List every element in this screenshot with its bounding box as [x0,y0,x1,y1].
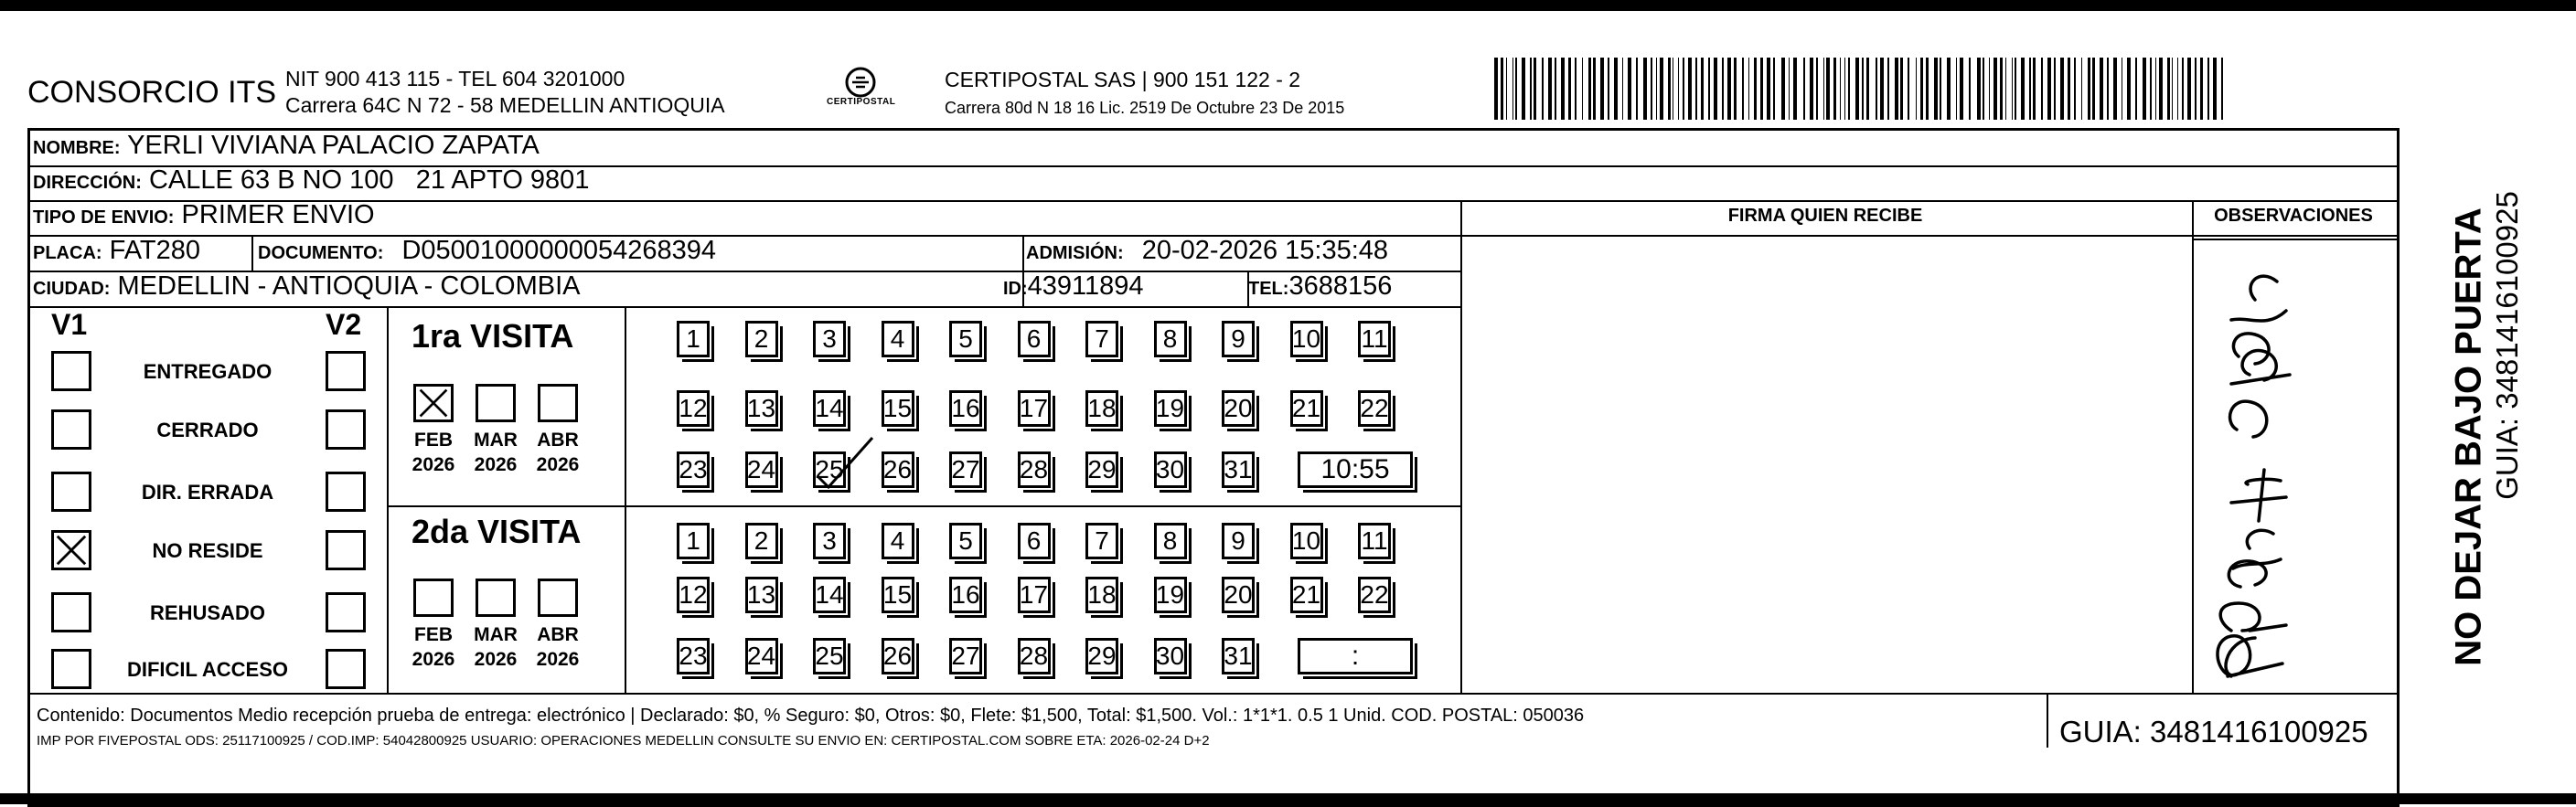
documento-value: D05001000000054268394 [401,236,716,265]
company-info [285,66,725,119]
logo-text: CERTIPOSTAL [827,97,896,107]
ciudad-value: MEDELLIN - ANTIOQUIA - COLOMBIA [117,271,581,301]
rule-obs-left [2192,200,2194,693]
direccion-row [33,165,589,198]
visita1-day-box[interactable]: 15 [882,390,914,427]
certipostal-info [945,66,1344,122]
visita2-day-box[interactable]: 31 [1222,638,1255,674]
tipo-row [33,200,375,233]
signature-icon [2195,247,2341,704]
visita2-day-box[interactable]: 10 [1290,523,1323,559]
month-name: MAR [474,430,518,451]
visita2-day-box[interactable]: 2 [745,523,778,559]
side-warning: NO DEJAR BAJO PUERTA [2448,207,2489,666]
visita1-day-box[interactable]: 31 [1222,451,1255,488]
rule-footer-guia [2047,693,2048,748]
visita2-day-box[interactable]: 18 [1085,577,1118,613]
visita2-month-label [464,622,528,672]
footer-guia: GUIA: 3481416100925 [2059,715,2368,749]
rule-obs-right [2397,200,2399,693]
v1-checkbox[interactable] [51,649,91,689]
visita2-month-label [401,622,465,672]
visita1-day-box[interactable]: 21 [1290,390,1323,427]
direccion-value: CALLE 63 B NO 100 21 APTO 9801 [148,165,590,195]
status-label: DIFICIL ACCESO [126,658,288,681]
visita1-month-checkbox[interactable] [538,384,578,422]
nombre-value: YERLI VIVIANA PALACIO ZAPATA [127,131,540,160]
rule-placa [251,235,253,271]
visita2-day-box[interactable]: 23 [677,638,710,674]
observaciones-header: OBSERVACIONES [2214,206,2373,226]
visita1-day-box[interactable]: 9 [1222,321,1255,357]
visita1-day-box[interactable]: 8 [1154,321,1187,357]
visita1-day-box[interactable]: 27 [949,451,982,488]
visita1-month-label [464,428,528,477]
tel-row [1248,271,1392,304]
visita1-day-box[interactable]: 14 [813,390,846,427]
rule-firma-left [1460,200,1462,693]
visita2-day-box[interactable]: 30 [1154,638,1187,674]
admision-value: 20-02-2026 15:35:48 [1141,236,1389,265]
visita1-day-box[interactable]: 18 [1085,390,1118,427]
tel-value: 3688156 [1288,271,1393,301]
certipostal-logo-icon [834,64,887,117]
visita2-day-box[interactable]: 28 [1018,638,1051,674]
id-value: 43911894 [1027,271,1144,301]
direccion-label: DIRECCIÓN: [33,173,142,193]
certipostal-nit-line: CERTIPOSTAL SAS | 900 151 122 - 2 [945,68,1301,91]
visita1-day-box[interactable]: 3 [813,321,846,357]
visita2-time-box[interactable]: : [1298,638,1413,674]
v2-checkbox[interactable] [326,649,366,689]
documento-label: DOCUMENTO: [258,243,384,263]
visita1-day-box[interactable]: 12 [677,390,710,427]
visita2-day-box[interactable]: 12 [677,577,710,613]
visita2-day-box[interactable]: 6 [1018,523,1051,559]
month-name: ABR [537,624,579,645]
visita1-day-box[interactable]: 19 [1154,390,1187,427]
placa-value: FAT280 [109,236,201,265]
visita1-day-box[interactable]: 11 [1358,321,1391,357]
admision-label: ADMISIÓN: [1026,243,1124,263]
visita2-day-box[interactable]: 26 [882,638,914,674]
month-year: 2026 [474,454,518,475]
v2-checkbox[interactable] [326,592,366,632]
visita1-day-box[interactable]: 25 [813,451,846,488]
visita1-day-box[interactable]: 26 [882,451,914,488]
v1-checkbox[interactable] [51,351,91,391]
visita1-day-box[interactable]: 6 [1018,321,1051,357]
company-nit-line: NIT 900 413 115 - TEL 604 3201000 [285,67,625,90]
visita2-day-box[interactable]: 27 [949,638,982,674]
visita1-time-box[interactable]: 10:55 [1298,451,1413,488]
v1-checkbox[interactable] [51,472,91,512]
id-row [1003,271,1144,304]
visita2-day-box[interactable]: 16 [949,577,982,613]
admision-row [1026,236,1388,269]
visita2-day-box[interactable]: 20 [1222,577,1255,613]
company-address-line: Carrera 64C N 72 - 58 MEDELLIN ANTIOQUIA [285,93,725,117]
visita2-title: 2da VISITA [412,513,582,550]
footer-contents: Contenido: Documentos Medio recepción prueba de entrega: electrónico | Declarado: $0, % Seguro: $0, Otros: $0, Flete: $1,500, Total: $1,500. Vol.: 1*1*1. 0.5 1 Unid. COD. POSTAL: 050036 [37,706,1585,726]
firma-header: FIRMA QUIEN RECIBE [1727,206,1923,226]
visita1-day-box[interactable]: 22 [1358,390,1391,427]
visita1-month-label [401,428,465,477]
month-year: 2026 [536,649,580,670]
top-black-edge [0,0,2576,11]
visita1-title: 1ra VISITA [412,317,574,355]
visita1-day-box[interactable]: 16 [949,390,982,427]
month-year: 2026 [412,649,455,670]
visita1-month-checkbox[interactable] [413,384,454,422]
nombre-label: NOMBRE: [33,138,121,158]
visita1-day-box[interactable]: 7 [1085,321,1118,357]
footer-print-info: IMP POR FIVEPOSTAL ODS: 25117100925 / COD.IMP: 54042800925 USUARIO: OPERACIONES MEDELLIN CONSULTE SU ENVIO EN: CERTIPOSTAL.COM SOBRE ETA: 2026-02-24 D+2 [37,733,1210,749]
bottom-black-edge [0,793,2576,804]
visita1-day-box[interactable]: 1 [677,321,710,357]
visita1-day-box[interactable]: 29 [1085,451,1118,488]
v2-header: V2 [326,308,362,341]
month-year: 2026 [536,454,580,475]
visita2-day-box[interactable]: 21 [1290,577,1323,613]
month-name: FEB [414,430,453,451]
status-label: ENTREGADO [143,360,273,383]
visita2-day-box[interactable]: 29 [1085,638,1118,674]
rule-firma-head [1460,235,2397,237]
company-name: CONSORCIO ITS [27,75,277,110]
visita2-day-box[interactable]: 14 [813,577,846,613]
visita1-day-box[interactable]: 23 [677,451,710,488]
nombre-row [33,131,540,164]
status-label: CERRADO [156,419,259,441]
visita1-month-label [526,428,590,477]
v1-checkbox[interactable] [51,409,91,450]
visita2-day-box[interactable]: 19 [1154,577,1187,613]
visita2-month-checkbox[interactable] [476,579,516,617]
visita2-day-box[interactable]: 22 [1358,577,1391,613]
v2-checkbox[interactable] [326,351,366,391]
tel-label: TEL: [1248,279,1289,299]
tipo-label: TIPO DE ENVIO: [33,207,175,228]
certipostal-license-line: Carrera 80d N 18 16 Lic. 2519 De Octubre 23 De 2015 [945,99,1345,117]
visita2-day-box[interactable]: 25 [813,638,846,674]
ciudad-label: CIUDAD: [33,279,111,299]
visita2-day-box[interactable]: 4 [882,523,914,559]
rule-footer [30,693,2397,695]
id-label: ID: [1003,279,1028,299]
visita1-day-box[interactable]: 20 [1222,390,1255,427]
visita2-day-box[interactable]: 9 [1222,523,1255,559]
visita1-day-box[interactable]: 10 [1290,321,1323,357]
visita2-month-checkbox[interactable] [538,579,578,617]
barcode [1494,58,2226,120]
v2-checkbox[interactable] [326,472,366,512]
month-name: ABR [537,430,579,451]
rule-obs-head [2192,239,2397,240]
month-name: FEB [414,624,453,645]
visita1-day-box[interactable]: 4 [882,321,914,357]
v1-checkbox[interactable] [51,530,91,570]
v1-header: V1 [51,308,88,341]
rule-row5 [30,306,1460,308]
v2-checkbox[interactable] [326,409,366,450]
visita2-day-box[interactable]: 11 [1358,523,1391,559]
visita2-day-box[interactable]: 5 [949,523,982,559]
visita1-day-box[interactable]: 17 [1018,390,1051,427]
visita1-day-box[interactable]: 13 [745,390,778,427]
visita2-day-box[interactable]: 1 [677,523,710,559]
rule-status-right [387,306,389,693]
visita2-day-box[interactable]: 8 [1154,523,1187,559]
status-label: REHUSADO [150,601,265,624]
status-label: DIR. ERRADA [141,481,274,504]
visita2-day-box[interactable]: 15 [882,577,914,613]
visita2-month-checkbox[interactable] [413,579,454,617]
month-year: 2026 [474,649,518,670]
placa-row [33,236,200,269]
v2-checkbox[interactable] [326,530,366,570]
placa-label: PLACA: [33,243,102,263]
rule-visita-split [387,505,1460,507]
visita2-day-box[interactable]: 3 [813,523,846,559]
visita1-day-box[interactable]: 5 [949,321,982,357]
visita1-day-box[interactable]: 30 [1154,451,1187,488]
v1-checkbox[interactable] [51,592,91,632]
month-name: MAR [474,624,518,645]
visita1-month-checkbox[interactable] [476,384,516,422]
documento-row [258,236,716,269]
visita2-day-box[interactable]: 13 [745,577,778,613]
visita2-day-box[interactable]: 7 [1085,523,1118,559]
visita1-day-box[interactable]: 2 [745,321,778,357]
visita2-day-box[interactable]: 24 [745,638,778,674]
rule-months-right [625,306,626,693]
visita2-month-label [526,622,590,672]
visita1-day-box[interactable]: 24 [745,451,778,488]
tipo-value: PRIMER ENVIO [181,200,375,229]
visita1-day-box[interactable]: 28 [1018,451,1051,488]
status-label: NO RESIDE [152,539,263,562]
ciudad-row [33,271,581,304]
month-year: 2026 [412,454,455,475]
visita2-day-box[interactable]: 17 [1018,577,1051,613]
side-guia: GUIA: 3481416100925 [2490,191,2524,500]
rule-row2 [30,200,2397,202]
